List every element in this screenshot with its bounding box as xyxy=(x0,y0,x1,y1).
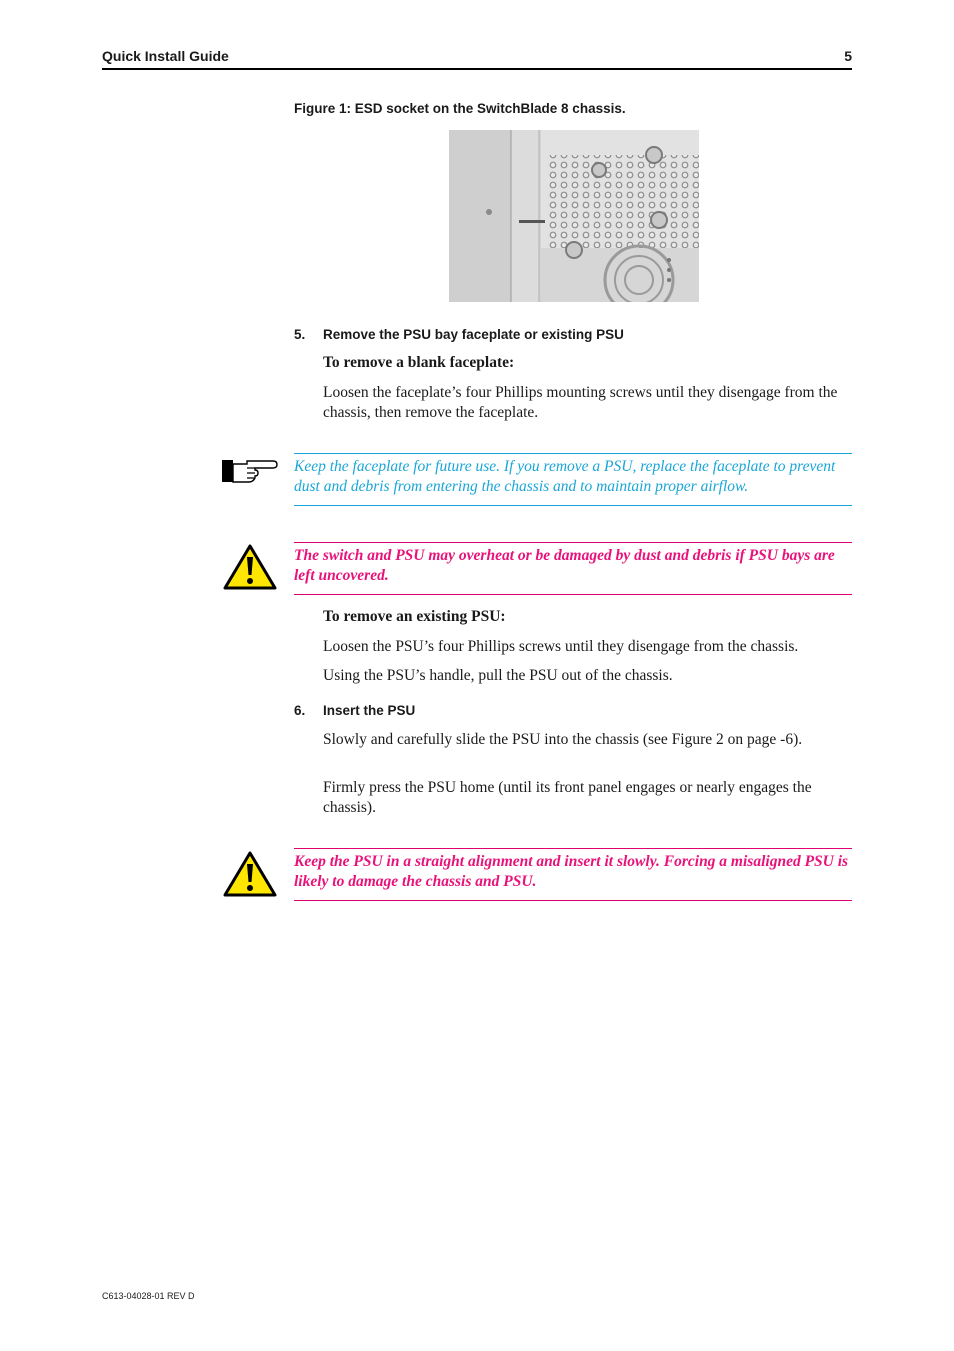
page-number: 5 xyxy=(844,48,852,64)
warning-box xyxy=(294,542,852,595)
warning-box xyxy=(294,848,852,901)
step-6-heading xyxy=(294,703,415,718)
paragraph: Using the PSU’s handle, pull the PSU out of the chassis. xyxy=(323,667,673,684)
paragraph: Firmly press the PSU home (until its front panel engages or nearly engages the chassis). xyxy=(323,779,812,816)
step-title: Remove the PSU bay faceplate or existing PSU xyxy=(323,327,624,342)
note-box xyxy=(294,453,852,506)
paragraph: Slowly and carefully slide the PSU into the chassis (see Figure 2 on page -6). xyxy=(323,731,803,748)
note-text: Keep the faceplate for future use. If you remove a PSU, replace the faceplate to prevent dust and debris from entering the chassis and to maintain proper airflow. xyxy=(294,458,836,495)
chassis-figure xyxy=(449,130,699,302)
header-title: Quick Install Guide xyxy=(102,48,229,64)
paragraph: Loosen the PSU’s four Phillips screws until they disengage from the chassis. xyxy=(323,638,799,655)
warning-text: The switch and PSU may overheat or be damaged by dust and debris if PSU bays are left uncovered. xyxy=(294,547,835,584)
warning-triangle-icon xyxy=(222,850,278,903)
warning-text: Keep the PSU in a straight alignment and insert it slowly. Forcing a misaligned PSU is likely to damage the chassis and PSU. xyxy=(294,853,849,890)
subsection-heading: To remove a blank faceplate: xyxy=(323,354,515,371)
step-number: 5. xyxy=(294,327,306,342)
pointing-hand-icon xyxy=(221,452,279,489)
footer-doc-id: C613-04028-01 REV D xyxy=(102,1291,195,1301)
paragraph: Loosen the faceplate’s four Phillips mounting screws until they disengage from the chassis, then remove the faceplate. xyxy=(323,384,838,421)
header-rule xyxy=(102,68,852,70)
step-number: 6. xyxy=(294,703,306,718)
warning-triangle-icon xyxy=(222,543,278,596)
step-title: Insert the PSU xyxy=(323,703,416,718)
figure-caption: Figure 1: ESD socket on the SwitchBlade 8 chassis. xyxy=(294,101,626,116)
subsection-heading: To remove an existing PSU: xyxy=(323,608,506,625)
step-5-heading xyxy=(294,327,624,342)
